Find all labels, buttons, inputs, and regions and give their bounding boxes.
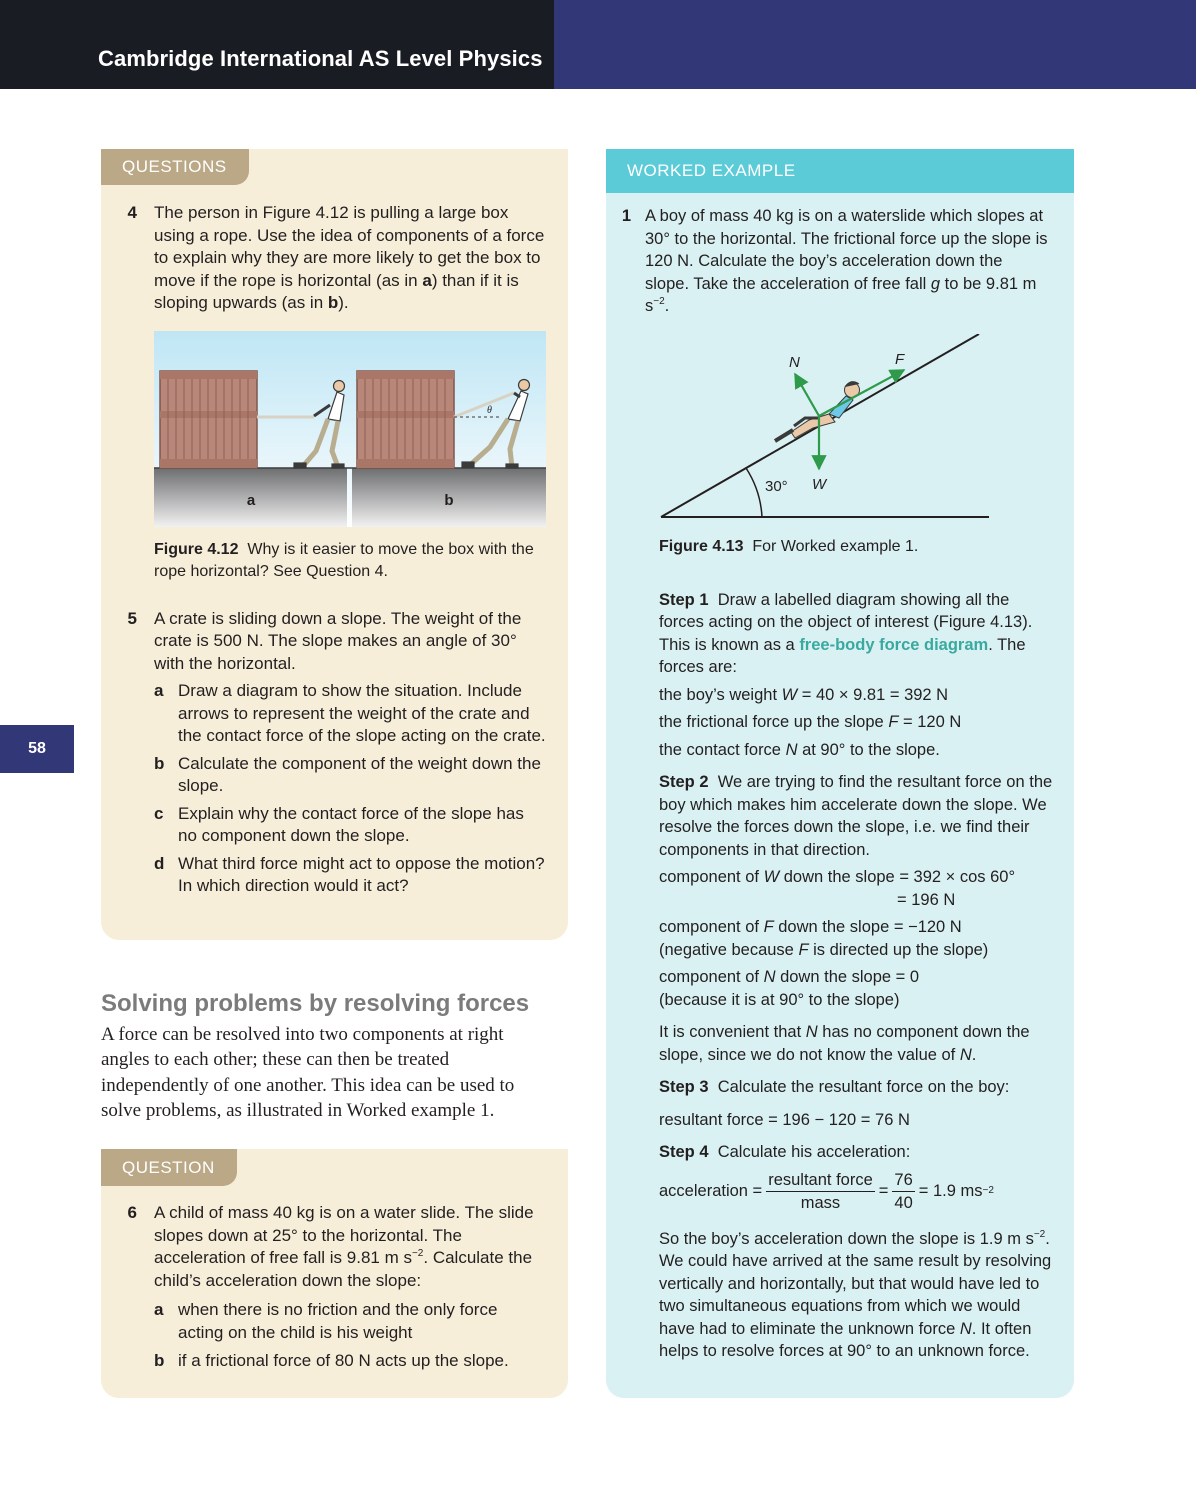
figure-4-13 — [659, 334, 999, 524]
worked-question-text: A boy of mass 40 kg is on a waterslide which slopes at 30° to the horizontal. The frictional force up the slope is 120 N. Calculate the boy’s acceleration down the slope. Take the acceleration of free fall g to be 9.81 m $s^{-2}$. — [645, 207, 1048, 315]
keyword-free-body: free-body force diagram — [799, 635, 989, 654]
question-5 — [101, 608, 568, 898]
figure-4-12 — [154, 331, 546, 527]
question-text: A crate is sliding down a slope. The weight of the crate is 500 N. The slope makes an angle of 30° with the horizontal. — [154, 608, 522, 673]
angle-arc — [746, 468, 762, 517]
person-a — [294, 380, 345, 468]
question-5-part-d: d What third force might act to oppose the motion? In which direction would it act? — [154, 853, 545, 895]
question-number: 4 — [127, 203, 137, 222]
question-text: A child of mass 40 kg is on a water slide. The slide slopes down at 25° to the horizontal. The acceleration of free fall is 9.81 m $s^{-2}$. Calculate the child’s acceleration down the slope: — [154, 1203, 534, 1290]
worked-question — [606, 205, 1074, 318]
question-number: 6 — [127, 1203, 137, 1222]
label-N: N — [789, 353, 800, 371]
figure-4-13-caption: Figure 4.13 For Worked example 1. — [659, 538, 919, 555]
question-6-part-a: a when there is no friction and the only force acting on the child is his weight — [154, 1300, 498, 1342]
questions-box — [101, 149, 568, 940]
question-5-part-c: c Explain why the contact force of the slope has no component down the slope. — [154, 803, 524, 845]
step-3: Step 3 Calculate the resultant force on the boy: resultant force = 196 − 120 = 76 N — [659, 1078, 1010, 1129]
question-box — [101, 1149, 568, 1398]
section-heading: Solving problems by resolving forces — [101, 990, 530, 1017]
question-text: The person in Figure 4.12 is pulling a large box using a rope. Use the idea of components of a force to explain why they are more likely to get the box to move if the rope is horizontal (as in a) than if it is sloping upwards (as in b). — [154, 203, 545, 312]
header-dark-band — [0, 0, 554, 89]
figure-4-12-caption: Figure 4.12 Why is it easier to move the box with the rope horizontal? See Question 4. — [154, 540, 534, 580]
question-tab: QUESTION — [101, 1149, 237, 1186]
question-6 — [101, 1202, 568, 1373]
crate-a — [160, 371, 257, 468]
step-4: Step 4 Calculate his acceleration: acceleration = $\frac{\text{resultant force}}{\text{mass}}$ = $\frac{76}{40}$ = 1.9 ms −2 — [659, 1141, 1054, 1214]
conclusion: So the boy’s acceleration down the slope is 1.9 m $s^{-2}$. We could have arrived at the same result by resolving vertically and horizontally, but that would have led to two simultaneous equations from which we would have had to eliminate the unknown force N. It often helps to resolve forces at 90° to an unknown force. — [659, 1228, 1052, 1360]
panel-b-label: b — [444, 491, 454, 509]
step-1: Step 1 Draw a labelled diagram showing all the forces acting on the object of interest (Figure 4.13). This is known as a free-body force diagram. The forces are: the boy’s weight W = 40 × 9.81 = 392 N the frictional force up the slope F = 120 N the contact force N at 90° to the slope. — [659, 590, 1033, 759]
book-title: Cambridge International AS Level Physics — [98, 46, 543, 71]
questions-tab: QUESTIONS — [101, 149, 249, 185]
page-number: 58 — [0, 725, 74, 773]
acceleration-equation: acceleration = $\frac{\text{resultant force}}{\text{mass}}$ = $\frac{76}{40}$ = 1.9 ms −2 — [659, 1170, 994, 1212]
person-b — [462, 379, 530, 468]
worked-example-number: 1 — [621, 207, 631, 225]
rope-b — [454, 393, 514, 417]
question-5-part-b: b Calculate the component of the weight down the slope. — [154, 753, 541, 795]
theta-label: θ — [487, 404, 492, 416]
header-navy-band — [554, 0, 1196, 89]
friction-arrow — [819, 370, 904, 416]
worked-example-tab: WORKED EXAMPLE — [606, 149, 1074, 193]
question-4 — [101, 202, 568, 315]
normal-force-arrow — [795, 374, 819, 416]
label-W: W — [812, 475, 827, 493]
box-pulling-illustration — [154, 331, 546, 527]
step-2: Step 2 We are trying to find the resultant force on the boy which makes him accelerate down the slope. We resolve the forces down the slope, i.e. we find their components in that direction. component of W down the slope = 392 × cos 60° = 196 N component of F down the slope = −120 N (negative because F is directed up the slope) component of N down the slope = 0 (because it is at 90° to the slope) It is convenient that N has no component down the slope, since we do not know the value of N. — [659, 773, 1053, 1064]
section-paragraph: A force can be resolved into two components at right angles to each other; these can then be treated independently of one another. This idea can be used to solve problems, as illustrated in Worked example 1. — [101, 1024, 515, 1121]
question-5-part-a: a Draw a diagram to show the situation. Include arrows to represent the weight of the crate and the contact force of the slope acting on the crate. — [154, 681, 546, 745]
crate-b — [357, 371, 454, 468]
question-number: 5 — [127, 608, 137, 628]
panel-a-label: a — [246, 491, 256, 509]
angle-label: 30° — [765, 477, 788, 495]
worked-example-box — [606, 149, 1074, 1398]
question-6-part-b: b if a frictional force of 80 N acts up the slope. — [154, 1351, 509, 1370]
label-F: F — [895, 350, 905, 368]
